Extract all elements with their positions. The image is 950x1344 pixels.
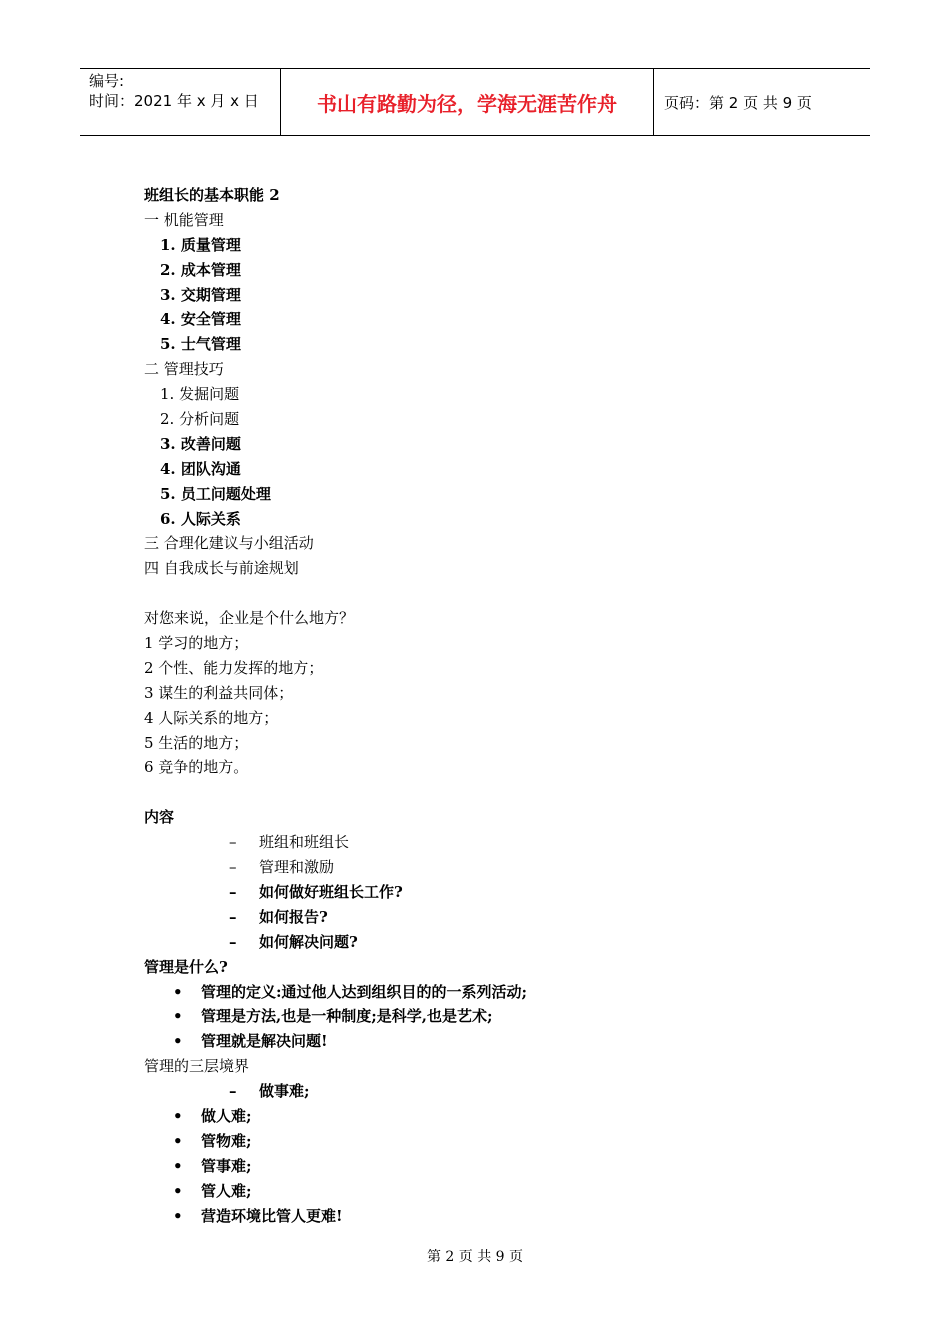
dash-list-item: – 班组和班组长 (144, 830, 844, 855)
answer-item: 3 谋生的利益共同体； (144, 683, 294, 702)
bullet-list-item: • 管理就是解决问题! (144, 1029, 844, 1054)
list-item: 5. 员工问题处理 (160, 484, 271, 503)
list-item: 1. 质量管理 (160, 235, 241, 254)
bullet-list-item: • 管理是方法,也是一种制度;是科学,也是艺术; (144, 1004, 844, 1029)
dash-list-item: – 如何报告? (144, 905, 844, 930)
list-item: 2. 成本管理 (160, 260, 241, 279)
header-meta (80, 69, 281, 135)
dash-list-item: – 做事难; (144, 1079, 844, 1104)
bullet-marker: • (173, 1032, 183, 1051)
bullet-marker: • (173, 1156, 183, 1175)
list-item: 4. 安全管理 (160, 310, 241, 329)
answer-item: 6 竞争的地方。 (144, 758, 249, 777)
bullet-marker: • (173, 982, 183, 1001)
bullet-list-item: • 管理的定义:通过他人达到组织目的的一系列活动; (144, 980, 844, 1005)
bullet-marker: • (173, 1206, 183, 1225)
answer-item: 2 个性、能力发挥的地方； (144, 658, 324, 677)
bullet-list-item: • 管物难; (144, 1129, 844, 1154)
bullet-list-item: • 营造环境比管人更难! (144, 1204, 844, 1229)
document-number-label: 编号: (89, 72, 125, 90)
dash-list-item: – 如何解决问题? (144, 930, 844, 955)
section-heading-4: 四 自我成长与前途规划 (144, 559, 299, 578)
page-header (80, 68, 870, 136)
spacer (144, 581, 844, 606)
answer-item: 1 学习的地方； (144, 634, 249, 653)
list-item: 5. 士气管理 (160, 335, 241, 354)
dash-list-item: – 如何做好班组长工作? (144, 880, 844, 905)
dash-marker: – (229, 882, 237, 901)
header-page-number: 页码：第 2 页 共 9 页 (664, 93, 812, 112)
content-heading: 内容 (144, 808, 175, 827)
bullet-marker: • (173, 1007, 183, 1026)
header-motto: 书山有路勤为径，学海无涯苦作舟 (281, 69, 654, 135)
dash-marker: – (229, 907, 237, 926)
document-date-label: 时间：2021 年 x 月 x 日 (89, 92, 259, 110)
spacer (144, 780, 844, 805)
page-footer: 第 2 页 共 9 页 (426, 1249, 524, 1265)
list-item: 2. 分析问题 (160, 410, 240, 429)
section-heading-3: 三 合理化建议与小组活动 (144, 534, 314, 553)
list-item: 3. 改善问题 (160, 434, 241, 453)
bullet-marker: • (173, 1131, 183, 1150)
list-item: 6. 人际关系 (160, 509, 241, 528)
dash-marker: – (229, 833, 237, 852)
bullet-list-item: • 做人难; (144, 1104, 844, 1129)
dash-marker: – (229, 932, 237, 951)
document-body (144, 183, 844, 1228)
levels-heading: 管理的三层境界 (144, 1057, 250, 1076)
bullet-list-item: • 管人难; (144, 1179, 844, 1204)
question-heading: 对您来说，企业是个什么地方？ (144, 609, 355, 628)
management-question: 管理是什么? (144, 957, 228, 976)
answer-item: 4 人际关系的地方； (144, 708, 279, 727)
section-title: 班组长的基本职能 2 (144, 186, 280, 204)
dash-list-item: – 管理和激励 (144, 855, 844, 880)
bullet-marker: • (173, 1106, 183, 1125)
section-heading-1: 一 机能管理 (144, 210, 224, 229)
list-item: 4. 团队沟通 (160, 459, 241, 478)
list-item: 1. 发掘问题 (160, 385, 240, 404)
dash-marker: – (229, 858, 237, 877)
bullet-marker: • (173, 1181, 183, 1200)
list-item: 3. 交期管理 (160, 285, 241, 304)
section-heading-2: 二 管理技巧 (144, 360, 224, 379)
dash-marker: – (229, 1082, 237, 1101)
bullet-list-item: • 管事难; (144, 1154, 844, 1179)
answer-item: 5 生活的地方； (144, 733, 249, 752)
